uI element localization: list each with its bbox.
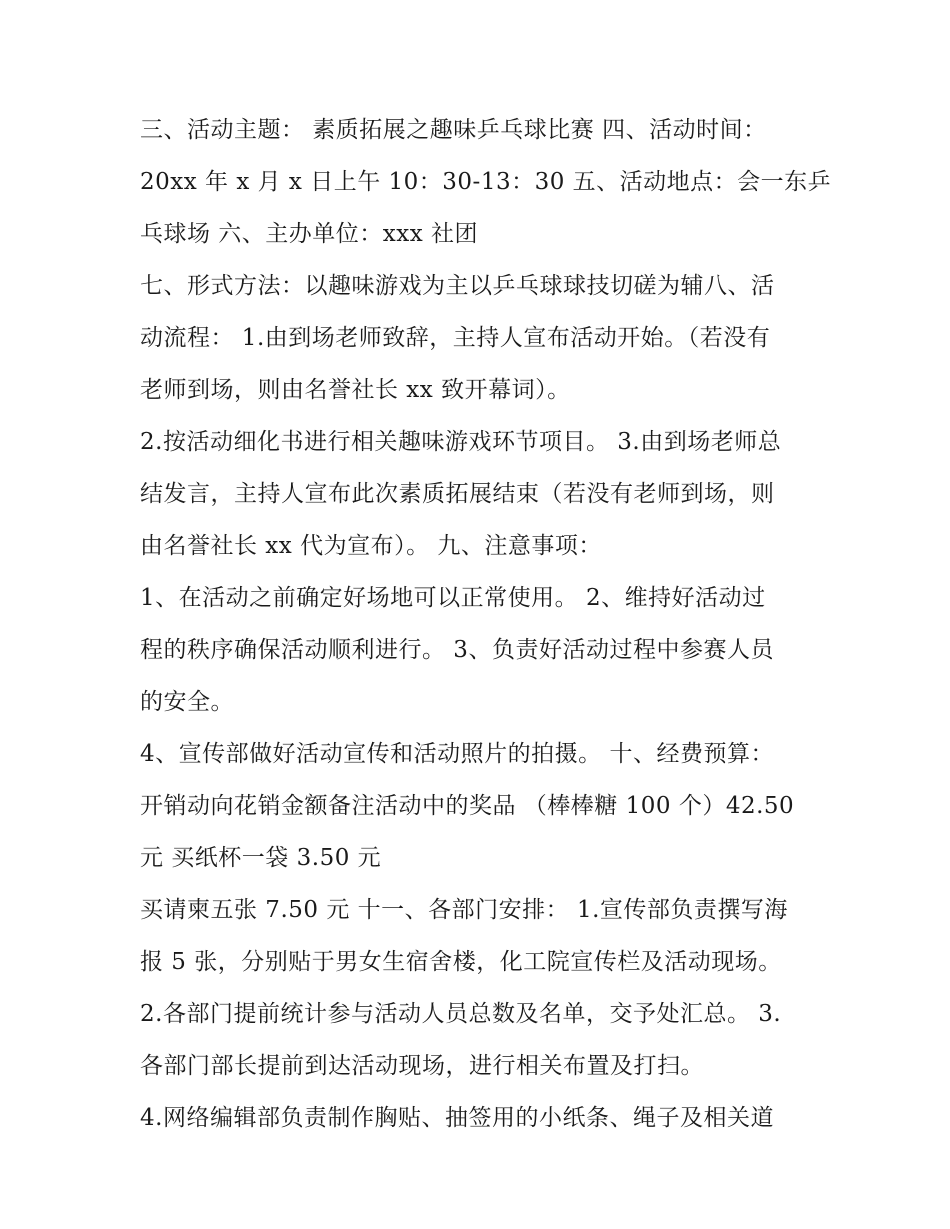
text-line: 开销动向花销金额备注活动中的奖品 （棒棒糖 100 个）42.50 <box>140 793 795 819</box>
text-line: 各部门部长提前到达活动现场，进行相关布置及打扫。 <box>140 1053 704 1079</box>
text-line: 乓球场 六、主办单位：xxx 社团 <box>140 221 479 247</box>
text-line: 动流程： 1.由到场老师致辞，主持人宣布活动开始。（若没有 <box>140 325 771 351</box>
text-line: 元 买纸杯一袋 3.50 元 <box>140 845 382 871</box>
text-line: 结发言，主持人宣布此次素质拓展结束（若没有老师到场，则 <box>140 481 775 507</box>
text-line: 4、宣传部做好活动宣传和活动照片的拍摄。 十、经费预算： <box>140 741 774 767</box>
text-line: 的安全。 <box>140 689 234 715</box>
text-line: 2.按活动细化书进行相关趣味游戏环节项目。 3.由到场老师总 <box>140 429 782 455</box>
text-line: 20xx 年 x 月 x 日上午 10：30-13：30 五、活动地点：会一东乒 <box>140 169 832 195</box>
text-line: 买请柬五张 7.50 元 十一、各部门安排： 1.宣传部负责撰写海 <box>140 897 788 923</box>
text-line: 由名誉社长 xx 代为宣布）。 九、注意事项： <box>140 533 602 559</box>
text-line: 三、活动主题： 素质拓展之趣味乒乓球比赛 四、活动时间： <box>140 117 767 143</box>
text-line: 报 5 张，分别贴于男女生宿舍楼，化工院宣传栏及活动现场。 <box>140 949 782 975</box>
text-line: 1、在活动之前确定好场地可以正常使用。 2、维持好活动过 <box>140 585 766 611</box>
text-line: 2.各部门提前统计参与活动人员总数及名单，交予处汇总。 3. <box>140 1001 782 1027</box>
text-line: 七、形式方法：以趣味游戏为主以乒乓球球技切磋为辅八、活 <box>140 273 775 299</box>
text-line: 老师到场，则由名誉社长 xx 致开幕词）。 <box>140 377 571 403</box>
text-line: 程的秩序确保活动顺利进行。 3、负责好活动过程中参赛人员 <box>140 637 774 663</box>
document-body <box>140 104 832 1144</box>
text-line: 4.网络编辑部负责制作胸贴、抽签用的小纸条、绳子及相关道 <box>140 1105 774 1131</box>
